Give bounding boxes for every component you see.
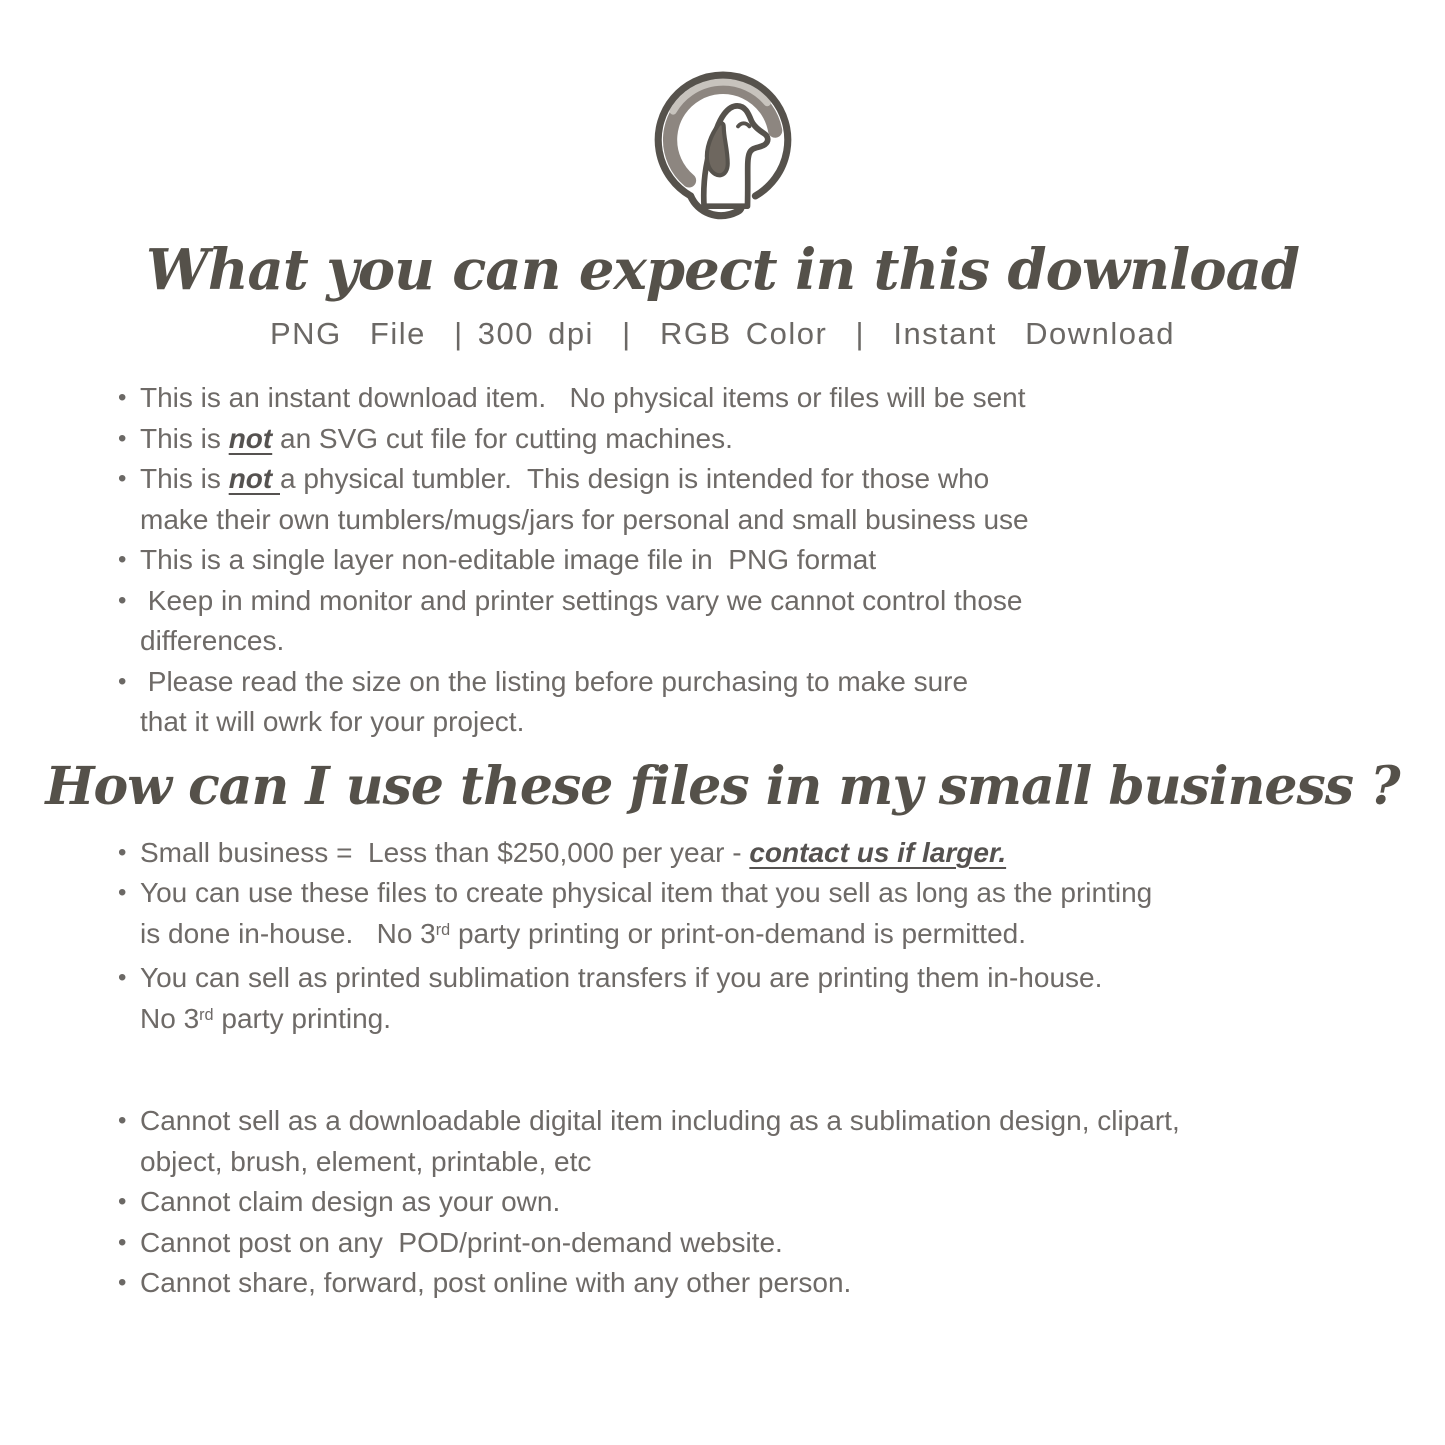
- list-item: [118, 833, 1378, 874]
- bullet-icon: •: [118, 424, 127, 452]
- list-item: [118, 958, 1378, 999]
- bullet-icon: •: [118, 838, 127, 866]
- list-item: [118, 914, 1378, 959]
- bullet-icon: •: [118, 384, 127, 412]
- bullet-icon: •: [118, 1228, 127, 1256]
- list-item-text: No 3rd party printing.: [140, 1002, 392, 1034]
- section-expect-title: What you can expect in this download: [145, 237, 1300, 303]
- list-item: [118, 1182, 1378, 1223]
- dog-in-circle-logo: [644, 64, 802, 222]
- bullet-icon: •: [118, 1107, 127, 1135]
- list-item-text: make their own tumblers/mugs/jars for personal and small business use: [140, 503, 1029, 535]
- list-item: [118, 621, 1378, 662]
- list-item-text: Cannot share, forward, post online with any other person.: [140, 1267, 852, 1299]
- list-item-text: You can use these files to create physical item that you sell as long as the printing: [140, 877, 1153, 909]
- bullet-icon: •: [118, 586, 127, 614]
- list-item-text: This is an instant download item. No physical items or files will be sent: [140, 382, 1026, 414]
- bullet-icon: •: [118, 879, 127, 907]
- bullet-icon: •: [118, 1269, 127, 1297]
- list-item-text: is done in-house. No 3rd party printing or print-on-demand is permitted.: [140, 917, 1027, 949]
- list-item: [118, 999, 1378, 1044]
- list-item-text: Keep in mind monitor and printer settings vary we cannot control those: [140, 584, 1023, 616]
- bullet-icon: •: [118, 964, 127, 992]
- list-item-text: differences.: [140, 625, 285, 657]
- list-item: [118, 1142, 1378, 1183]
- file-specs-line: PNG File | 300 dpi | RGB Color | Instant Download: [270, 316, 1175, 352]
- list-item-text: object, brush, element, printable, etc: [140, 1145, 592, 1177]
- list-item: [118, 459, 1378, 500]
- list-item: [118, 540, 1378, 581]
- list-item: [118, 419, 1378, 460]
- list-item-text: This is not a physical tumbler. This design is intended for those who: [140, 463, 990, 495]
- list-item: [118, 873, 1378, 914]
- list-item: [118, 500, 1378, 541]
- list-item-text: This is a single layer non-editable image file in PNG format: [140, 544, 877, 576]
- list-item-text: that it will owrk for your project.: [140, 706, 525, 738]
- list-item-text: Please read the size on the listing before purchasing to make sure: [140, 665, 969, 697]
- list-item: [118, 378, 1378, 419]
- list-item: [118, 702, 1378, 743]
- list-item: [118, 581, 1378, 622]
- list-item-text: This is not an SVG cut file for cutting machines.: [140, 422, 733, 454]
- list-item-text: Small business = Less than $250,000 per year - contact us if larger.: [140, 836, 1007, 868]
- list-item-text: Cannot post on any POD/print-on-demand website.: [140, 1226, 783, 1258]
- usage-bullet-list: [118, 833, 1378, 1304]
- bullet-icon: •: [118, 465, 127, 493]
- bullet-icon: •: [118, 1188, 127, 1216]
- list-item-text: You can sell as printed sublimation transfers if you are printing them in-house.: [140, 962, 1103, 994]
- bullet-icon: •: [118, 667, 127, 695]
- list-item: [118, 1101, 1378, 1142]
- list-item: [118, 1263, 1378, 1304]
- section-usage-title: How can I use these files in my small business ?: [45, 755, 1400, 817]
- list-item: [118, 662, 1378, 703]
- bullet-icon: •: [118, 546, 127, 574]
- list-item-text: Cannot sell as a downloadable digital item including as a sublimation design, clipart,: [140, 1105, 1180, 1137]
- list-item: [118, 1223, 1378, 1264]
- list-item-text: Cannot claim design as your own.: [140, 1186, 561, 1218]
- logo-container: [0, 64, 1445, 222]
- expect-bullet-list: [118, 378, 1378, 743]
